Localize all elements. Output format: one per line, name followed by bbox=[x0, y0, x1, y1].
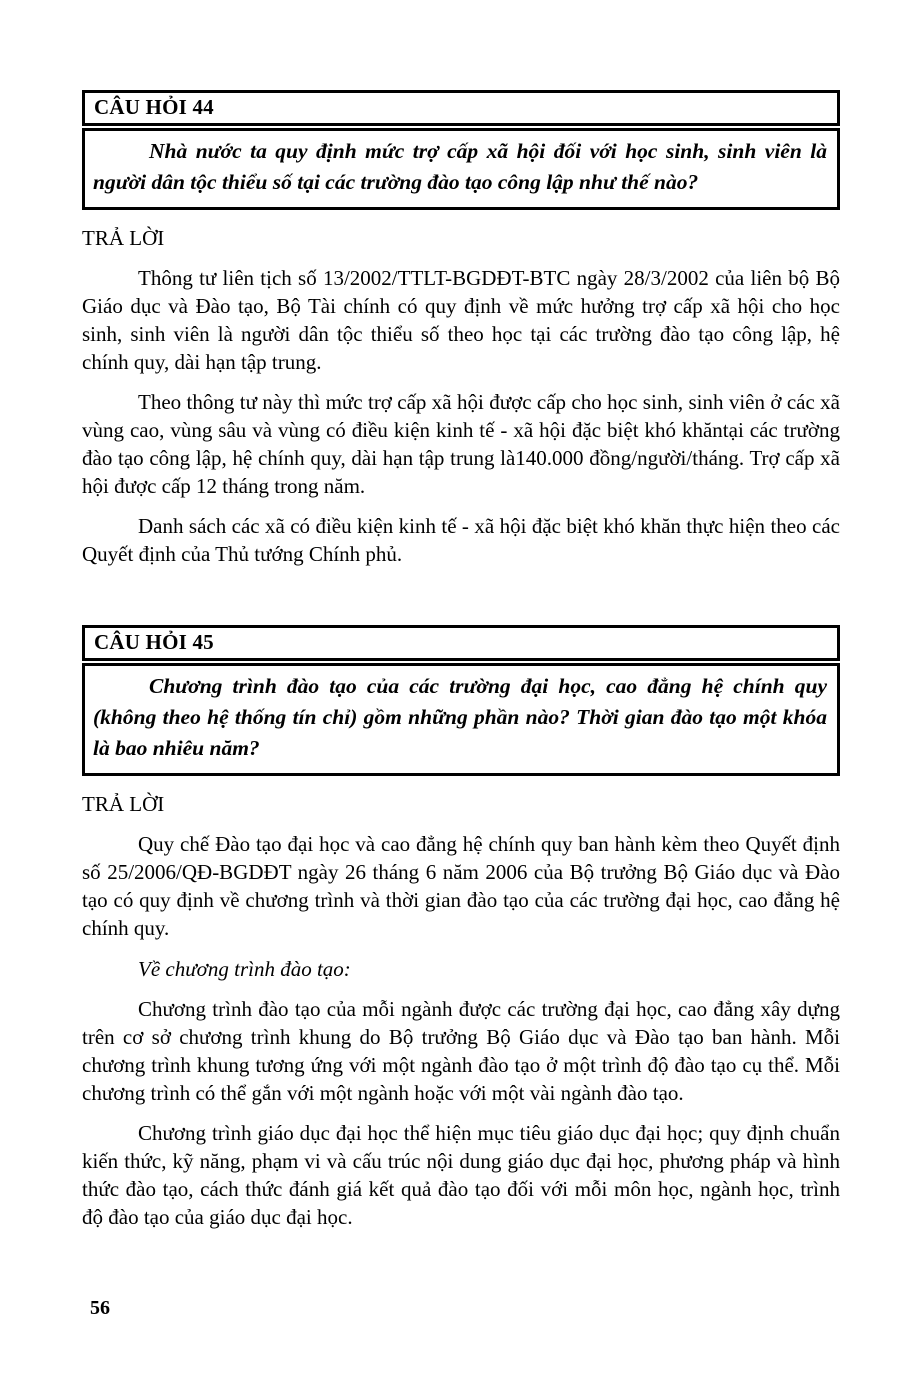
question-44-header-box: CÂU HỎI 44 bbox=[82, 90, 840, 126]
answer-label-44: TRẢ LỜI bbox=[82, 226, 165, 250]
qa-section-44 bbox=[82, 90, 840, 568]
answer-44-paragraph-1: Thông tư liên tịch số 13/2002/TTLT-BGDĐT-BTC ngày 28/3/2002 của liên bộ Bộ Giáo dục và Đào tạo, Bộ Tài chính có quy định về mức hưởng trợ cấp xã hội cho học sinh, sinh viên là người dân tộc thiểu số theo học tại các trường đào tạo công lập, hệ chính quy, dài hạn tập trung. bbox=[82, 266, 840, 374]
answer-44-paragraph-2: Theo thông tư này thì mức trợ cấp xã hội được cấp cho học sinh, sinh viên ở các xã vùng cao, vùng sâu và vùng có điều kiện kinh tế - xã hội đặc biệt khó khăntại các trường đào tạo công lập, hệ chính quy, dài hạn tập trung là140.000 đồng/người/tháng. Trợ cấp xã hội được cấp 12 tháng trong năm. bbox=[82, 390, 840, 498]
answer-label-45: TRẢ LỜI bbox=[82, 792, 165, 816]
answer-45-paragraph-intro: Quy chế Đào tạo đại học và cao đẳng hệ chính quy ban hành kèm theo Quyết định số 25/2006/QĐ-BGDĐT ngày 26 tháng 6 năm 2006 của Bộ trưởng Bộ Giáo dục và Đào tạo có quy định về chương trình và thời gian đào tạo của các trường đại học, cao đẳng hệ chính quy. bbox=[82, 832, 840, 940]
answer-45-paragraph-1: Chương trình đào tạo của mỗi ngành được các trường đại học, cao đẳng xây dựng trên cơ sở chương trình khung do Bộ trưởng Bộ Giáo dục và Đào tạo ban hành. Mỗi chương trình khung tương ứng với một ngành đào tạo ở một trình độ đào tạo cụ thể. Mỗi chương trình có thể gắn với một ngành hoặc với một vài ngành đào tạo. bbox=[82, 997, 840, 1105]
answer-45-paragraph-2: Chương trình giáo dục đại học thể hiện mục tiêu giáo dục đại học; quy định chuẩn kiến thức, kỹ năng, phạm vi và cấu trúc nội dung giáo dục đại học, phương pháp và hình thức đào tạo, cách thức đánh giá kết quả đào tạo đối với mỗi môn học, ngành học, trình độ đào tạo của giáo dục đại học. bbox=[82, 1121, 840, 1229]
question-44-text-box: Nhà nước ta quy định mức trợ cấp xã hội đối với học sinh, sinh viên là người dân tộc thiểu số tại các trường đào tạo công lập như thế nào? bbox=[82, 128, 840, 210]
answer-45-subheading: Về chương trình đào tạo: bbox=[138, 957, 351, 981]
question-45-header-box: CÂU HỎI 45 bbox=[82, 625, 840, 661]
question-45-text-box: Chương trình đào tạo của các trường đại học, cao đẳng hệ chính quy (không theo hệ thống tín chỉ) gồm những phần nào? Thời gian đào tạo một khóa là bao nhiêu năm? bbox=[82, 663, 840, 776]
qa-section-45 bbox=[82, 625, 840, 1231]
answer-44-paragraph-3: Danh sách các xã có điều kiện kinh tế - xã hội đặc biệt khó khăn thực hiện theo các Quyết định của Thủ tướng Chính phủ. bbox=[82, 514, 840, 566]
page-number: 56 bbox=[90, 1297, 110, 1319]
